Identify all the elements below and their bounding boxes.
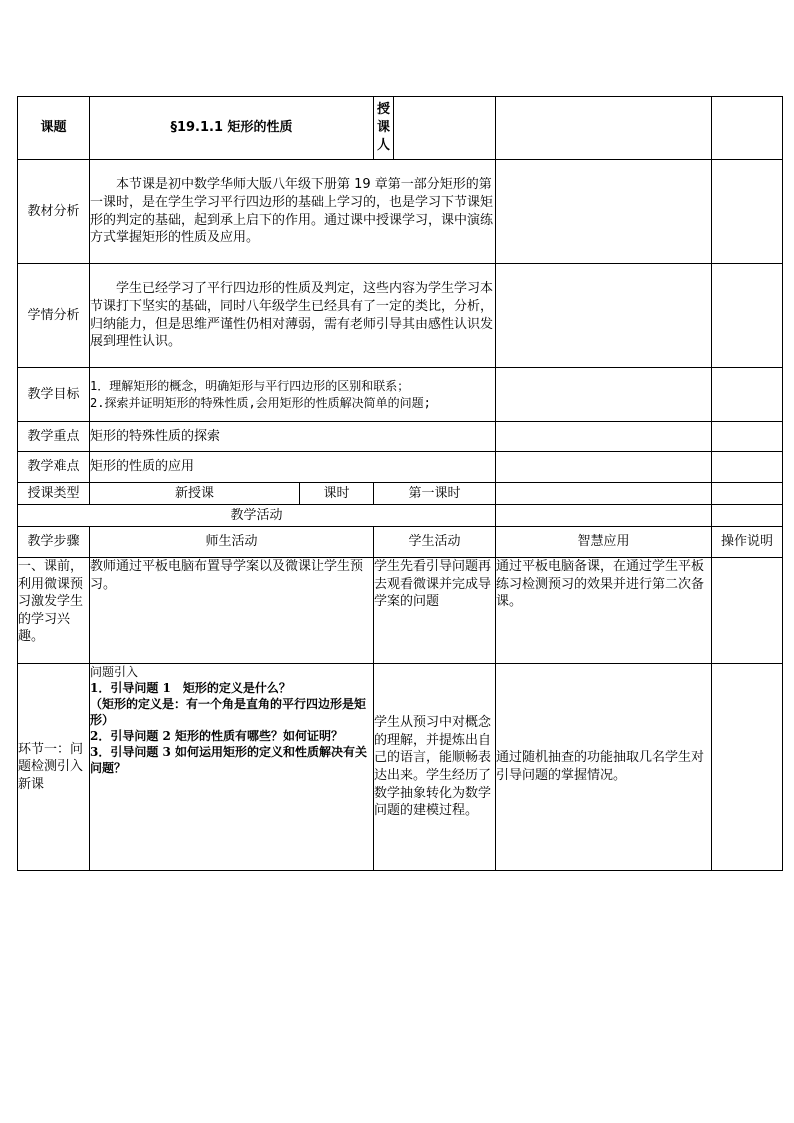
- goals-label: 教学目标: [18, 368, 90, 422]
- subject-label: 课题: [18, 97, 90, 160]
- step-cell: 一、课前，利用微课预习激发学生的学习兴趣。: [18, 558, 90, 664]
- teacher-label: 授课人: [376, 102, 390, 153]
- activity-blank-2: [712, 505, 783, 527]
- teacher-value: [394, 97, 496, 160]
- goals-list: [90, 368, 496, 422]
- subject-value: §19.1.1 矩形的性质: [90, 97, 374, 160]
- key-point-label: 教学重点: [18, 422, 90, 452]
- material-blank-1: [496, 160, 712, 264]
- student-activity-cell: 学生从预习中对概念的理解，并提炼出自己的语言，能顺畅表达出来。学生经历了数学抽象转化为数学问题的建模过程。: [374, 664, 496, 871]
- step-cell: 环节一：问题检测引入新课: [18, 664, 90, 871]
- operation-note-cell: [712, 664, 783, 871]
- period-label: 课时: [300, 483, 374, 505]
- column-header: 操作说明: [712, 527, 783, 558]
- column-header: 师生活动: [90, 527, 374, 558]
- period-value: 第一课时: [374, 483, 496, 505]
- material-blank-2: [712, 160, 783, 264]
- student-analysis-blank-2: [712, 264, 783, 368]
- question-2: 2．引导问题 2 矩形的性质有哪些？如何证明？: [90, 729, 344, 743]
- table-row: [18, 558, 783, 664]
- column-header: 学生活动: [374, 527, 496, 558]
- difficulty-row: [18, 452, 783, 483]
- student-analysis-blank-1: [496, 264, 712, 368]
- smart-application-cell: 通过平板电脑备课，在通过学生平板练习检测预习的效果并进行第二次备课。: [496, 558, 712, 664]
- material-label: 教材分析: [18, 160, 90, 264]
- lesson-type-blank-1: [496, 483, 712, 505]
- lesson-type-row: [18, 483, 783, 505]
- header-blank-1: [496, 97, 712, 160]
- activity-blank-1: [496, 505, 712, 527]
- activity-title-row: [18, 505, 783, 527]
- question-1: 1．引导问题 1 矩形的定义是什么？: [90, 681, 291, 695]
- operation-note-cell: [712, 558, 783, 664]
- lesson-type-value: 新授课: [90, 483, 300, 505]
- key-point-blank-1: [496, 422, 712, 452]
- activity-title: 教学活动: [18, 505, 496, 527]
- difficulty-blank-1: [496, 452, 712, 483]
- goals-blank-1: [496, 368, 712, 422]
- goal-item: 1．理解矩形的概念，明确矩形与平行四边形的区别和联系；: [90, 379, 410, 394]
- column-header: 教学步骤: [18, 527, 90, 558]
- question-intro: 问题引入: [90, 665, 139, 679]
- smart-application-cell: 通过随机抽查的功能抽取几名学生对引导问题的掌握情况。: [496, 664, 712, 871]
- teacher-label-cell: [374, 97, 394, 160]
- difficulty-text: 矩形的性质的应用: [90, 452, 496, 483]
- teacher-activity-cell: [90, 664, 374, 871]
- header-row: [18, 97, 783, 160]
- goals-row: [18, 368, 783, 422]
- question-3: 3．引导问题 3 如何运用矩形的定义和性质解决有关问题？: [90, 745, 368, 775]
- column-header-row: [18, 527, 783, 558]
- key-point-text: 矩形的特殊性质的探索: [90, 422, 496, 452]
- goal-item: 2.探索并证明矩形的特殊性质,会用矩形的性质解决简单的问题;: [90, 395, 431, 410]
- difficulty-blank-2: [712, 452, 783, 483]
- difficulty-label: 教学难点: [18, 452, 90, 483]
- material-text: 本节课是初中数学华师大版八年级下册第 19 章第一部分矩形的第一课时，是在学生学习平行四边形的基础上学习的，也是学习下节课矩形的判定的基础，起到承上启下的作用。通过课中授课学习，课中演练方式掌握矩形的性质及应用。: [90, 160, 496, 264]
- header-blank-2: [712, 97, 783, 160]
- column-header: 智慧应用: [496, 527, 712, 558]
- lesson-plan-table: [17, 96, 783, 871]
- teacher-activity-cell: 教师通过平板电脑布置导学案以及微课让学生预习。: [90, 558, 374, 664]
- lesson-type-label: 授课类型: [18, 483, 90, 505]
- key-point-row: [18, 422, 783, 452]
- student-analysis-row: [18, 264, 783, 368]
- student-analysis-label: 学情分析: [18, 264, 90, 368]
- goals-blank-2: [712, 368, 783, 422]
- student-analysis-text: 学生已经学习了平行四边形的性质及判定，这些内容为学生学习本节课打下坚实的基础，同时八年级学生已经具有了一定的类比，分析，归纳能力，但是思维严谨性仍相对薄弱，需有老师引导其由感性认识发展到理性认识。: [90, 264, 496, 368]
- table-row: [18, 664, 783, 871]
- lesson-type-blank-2: [712, 483, 783, 505]
- key-point-blank-2: [712, 422, 783, 452]
- student-activity-cell: 学生先看引导问题再去观看微课并完成导学案的问题: [374, 558, 496, 664]
- material-row: [18, 160, 783, 264]
- question-1-answer: （矩形的定义是：有一个角是直角的平行四边形是矩形）: [90, 697, 367, 727]
